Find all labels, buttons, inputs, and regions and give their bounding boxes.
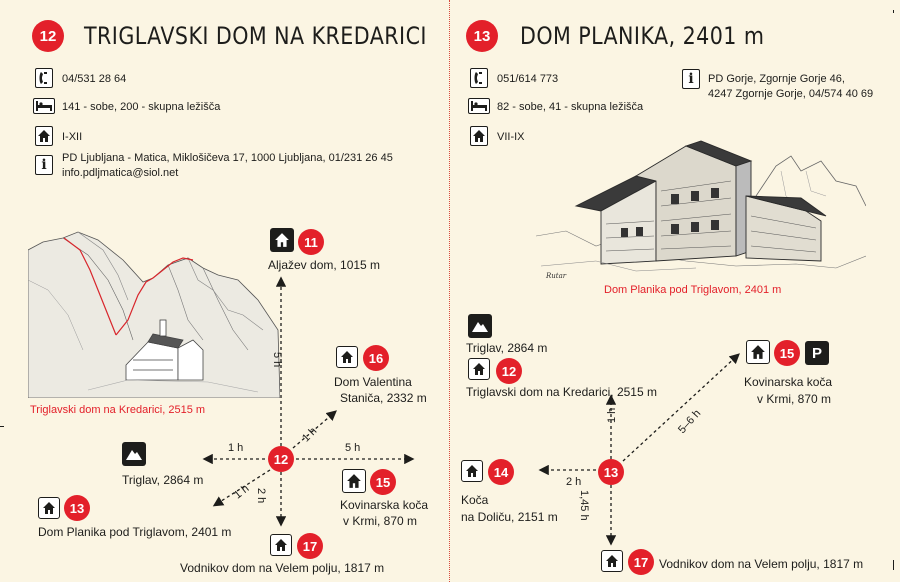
- route-name-valentina-1: Dom Valentina: [334, 375, 412, 389]
- route-badge-11: 11: [298, 229, 324, 255]
- route-time: 1 h: [232, 482, 252, 502]
- route-time: 2 h: [255, 488, 267, 504]
- hub-badge-13: 13: [598, 459, 624, 485]
- route-time: 1,45 h: [578, 490, 590, 521]
- route-badge-14: 14: [488, 459, 514, 485]
- parking-label: P: [811, 344, 822, 362]
- left-caption: Triglavski dom na Kredarici, 2515 m: [30, 404, 206, 416]
- route-badge-16: 16: [363, 345, 389, 371]
- route-time: 1 h: [228, 442, 244, 454]
- phone-number: 051/614 773: [497, 73, 559, 85]
- right-edge-mark: [893, 560, 894, 570]
- route-time: 2 h: [566, 476, 582, 488]
- route-name-vodnikov: Vodnikov dom na Velem polju, 1817 m: [659, 557, 864, 571]
- right-edge-mark: [893, 10, 894, 13]
- svg-text:Rutar: Rutar: [546, 272, 567, 280]
- hut-number-badge: 13: [466, 20, 498, 52]
- route-time: 5 h: [345, 442, 361, 454]
- hub-badge-12: 12: [268, 446, 294, 472]
- phone-number: 04/531 28 64: [62, 73, 127, 85]
- route-name-kovinarska-1: Kovinarska koča: [744, 375, 833, 389]
- address-text: PD Ljubljana - Matica, Miklošičeva 17, 1000 Ljubljana, 01/231 26 45: [62, 152, 393, 164]
- parking-icon: [805, 341, 829, 365]
- route-badge-12: 12: [496, 358, 522, 384]
- route-name-vodnikov: Vodnikov dom na Velem polju, 1817 m: [180, 561, 385, 575]
- route-name-triglav: Triglav, 2864 m: [122, 473, 204, 487]
- hut-icon: [746, 340, 770, 364]
- route-name-planika: Dom Planika pod Triglavom, 2401 m: [38, 525, 232, 539]
- route-name-kovinarska-2: v Krmi, 870 m: [757, 392, 832, 406]
- hut-icon: [601, 550, 623, 572]
- season-text: VII-IX: [497, 131, 525, 143]
- route-name-triglav: Triglav, 2864 m: [466, 341, 548, 355]
- route-time: 1 h: [300, 425, 320, 445]
- page-title: DOM PLANIKA, 2401 m: [520, 22, 765, 50]
- season-text: I-XII: [62, 131, 83, 143]
- route-name-valentina-2: Staniča, 2332 m: [340, 391, 427, 405]
- route-badge-17: 17: [628, 549, 654, 575]
- mountain-icon: [468, 314, 492, 338]
- route-badge-13: 13: [64, 495, 90, 521]
- route-name-dolic-2: na Doliču, 2151 m: [461, 510, 558, 524]
- beds-count: 141 - sobe, 200 - skupna ležišča: [62, 101, 221, 113]
- page-title: TRIGLAVSKI DOM NA KREDARICI: [84, 22, 427, 50]
- info-icon: i: [35, 155, 53, 175]
- route-time: 5 h: [271, 352, 283, 368]
- route-time: 5–6 h: [676, 407, 704, 437]
- hut-number-badge: 12: [32, 20, 64, 52]
- route-badge-17: 17: [297, 533, 323, 559]
- email-text: info.pdljmatica@siol.net: [62, 167, 179, 179]
- route-name-aljazev: Aljažev dom, 1015 m: [268, 258, 381, 272]
- route-badge-15: 15: [774, 340, 800, 366]
- hut-icon: [461, 460, 483, 482]
- right-caption: Dom Planika pod Triglavom, 2401 m: [604, 284, 782, 296]
- route-badge-15: 15: [370, 469, 396, 495]
- hut-icon: [468, 358, 490, 380]
- route-name-dolic-1: Koča: [461, 493, 489, 507]
- address-line-1: PD Gorje, Zgornje Gorje 46,: [708, 73, 845, 85]
- route-name-kovinarska-2: v Krmi, 870 m: [343, 514, 418, 528]
- info-icon: i: [682, 69, 700, 89]
- route-time: 1 h: [606, 407, 618, 423]
- route-name-kredarica: Triglavski dom na Kredarici, 2515 m: [466, 385, 657, 399]
- address-line-2: 4247 Zgornje Gorje, 04/574 40 69: [708, 88, 874, 100]
- route-name-kovinarska-1: Kovinarska koča: [340, 498, 429, 512]
- beds-count: 82 - sobe, 41 - skupna ležišča: [497, 101, 644, 113]
